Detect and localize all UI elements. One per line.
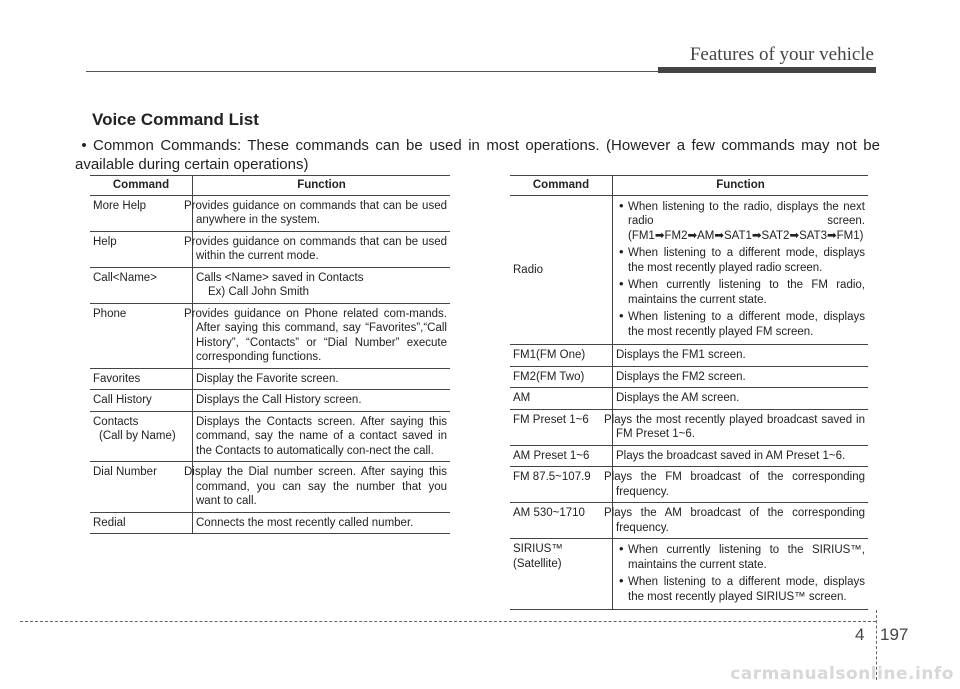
intro-paragraph — [75, 136, 880, 174]
footer-rule — [20, 621, 876, 622]
section-title: Voice Command List — [92, 110, 259, 129]
bullet-icon: • — [81, 137, 87, 154]
chapter-number: 4 — [855, 625, 865, 644]
table-row — [510, 445, 868, 467]
function-cell: Display the Dial number screen. After saying this command, you can say the number that you want to call. — [193, 462, 451, 513]
command-cell: Radio — [510, 195, 613, 345]
command-cell: FM Preset 1~6 — [510, 409, 613, 445]
table-row — [90, 512, 450, 534]
column-header-command: Command — [510, 176, 613, 196]
table-row — [510, 503, 868, 539]
table-row — [510, 539, 868, 610]
header-rule-accent — [658, 67, 876, 73]
table-row — [510, 388, 868, 410]
bullet-icon: • — [619, 244, 624, 259]
table-row — [510, 366, 868, 388]
function-example: Ex) Call John Smith — [208, 286, 309, 298]
function-cell: Displays the FM1 screen. — [613, 345, 869, 367]
table-row — [90, 303, 450, 368]
list-item: • When currently listening to the FM radio, maintains the current state. — [619, 276, 865, 306]
command-cell: AM — [510, 388, 613, 410]
function-cell — [193, 267, 451, 303]
page-number: 197 — [880, 625, 909, 644]
function-cell: Provides guidance on commands that can be used within the current mode. — [193, 231, 451, 267]
table-row — [90, 368, 450, 390]
table-row — [90, 462, 450, 513]
command-cell: More Help — [90, 195, 193, 231]
bullet-icon: • — [619, 541, 624, 556]
command-cell: Call<Name> — [90, 267, 193, 303]
table-row — [90, 267, 450, 303]
function-cell: Displays the AM screen. — [613, 388, 869, 410]
watermark: carmanualsonline.info — [730, 664, 954, 684]
header-rule — [86, 71, 746, 72]
bullet-icon: • — [619, 573, 624, 588]
command-cell: FM2(FM Two) — [510, 366, 613, 388]
function-cell: Displays the FM2 screen. — [613, 366, 869, 388]
bullet-icon: • — [619, 308, 624, 323]
column-header-function: Function — [613, 176, 869, 196]
list-item: • When listening to the radio, displays the next radio screen. (FM1➡FM2➡AM➡SAT1➡SAT2➡SAT3➡FM1) — [619, 197, 865, 242]
command-cell: Favorites — [90, 368, 193, 390]
command-subline: (Satellite) — [513, 557, 562, 570]
list-item: • When listening to a different mode, displays the most recently played FM screen. — [619, 308, 865, 338]
common-commands-table — [90, 175, 450, 534]
function-cell: Connects the most recently called number. — [193, 512, 451, 534]
bullet-list — [616, 199, 865, 340]
command-line: Contacts — [93, 415, 139, 428]
function-cell: Displays the Contacts screen. After saying this command, say the name of a contact saved in the Contacts to automatically con-nect the call. — [193, 411, 451, 462]
column-header-function: Function — [193, 176, 451, 196]
function-cell: Displays the Call History screen. — [193, 390, 451, 412]
function-cell — [613, 195, 869, 345]
command-line: SIRIUS™ — [513, 543, 563, 555]
list-item: • When currently listening to the SIRIUS™, maintains the current state. — [619, 541, 865, 571]
command-cell: AM Preset 1~6 — [510, 445, 613, 467]
bullet-list — [616, 542, 865, 604]
table-row — [90, 231, 450, 267]
function-cell: Plays the most recently played broadcast saved in FM Preset 1~6. — [613, 409, 869, 445]
table-row — [510, 195, 868, 345]
column-header-command: Command — [90, 176, 193, 196]
command-cell: Phone — [90, 303, 193, 368]
bullet-icon: • — [619, 197, 624, 213]
table-row — [510, 467, 868, 503]
command-cell: FM 87.5~107.9 — [510, 467, 613, 503]
table-row — [510, 409, 868, 445]
running-header: Features of your vehicle — [689, 44, 874, 65]
command-cell: Help — [90, 231, 193, 267]
bullet-icon: • — [619, 276, 624, 291]
function-cell: Display the Favorite screen. — [193, 368, 451, 390]
command-cell: AM 530~1710 — [510, 503, 613, 539]
command-cell — [90, 411, 193, 462]
table-row — [510, 345, 868, 367]
function-cell: Plays the broadcast saved in AM Preset 1~6. — [613, 445, 869, 467]
list-item: • When listening to a different mode, displays the most recently played radio screen. — [619, 244, 865, 274]
table-row — [90, 195, 450, 231]
function-cell: Plays the AM broadcast of the corresponding frequency. — [613, 503, 869, 539]
command-subline: (Call by Name) — [99, 430, 176, 442]
function-cell: Provides guidance on commands that can be used anywhere in the system. — [193, 195, 451, 231]
intro-text: Common Commands: These commands can be used in most operations. (However a few commands may not be available during certain operations) — [75, 137, 880, 173]
function-line: Calls <Name> saved in Contacts — [196, 271, 364, 284]
command-cell: Redial — [90, 512, 193, 534]
command-cell: Call History — [90, 390, 193, 412]
function-cell: Plays the FM broadcast of the corresponding frequency. — [613, 467, 869, 503]
radio-commands-table — [510, 175, 868, 610]
function-cell — [613, 539, 869, 610]
function-cell: Provides guidance on Phone related com-mands. After saying this command, say “Favorites”,“Call History”, “Contacts” or “Dial Number” execute corresponding functions. — [193, 303, 451, 368]
list-item: • When listening to a different mode, displays the most recently played SIRIUS™ screen. — [619, 573, 865, 603]
command-cell — [510, 539, 613, 610]
command-cell: FM1(FM One) — [510, 345, 613, 367]
table-row — [90, 390, 450, 412]
table-row — [90, 411, 450, 462]
command-cell: Dial Number — [90, 462, 193, 513]
